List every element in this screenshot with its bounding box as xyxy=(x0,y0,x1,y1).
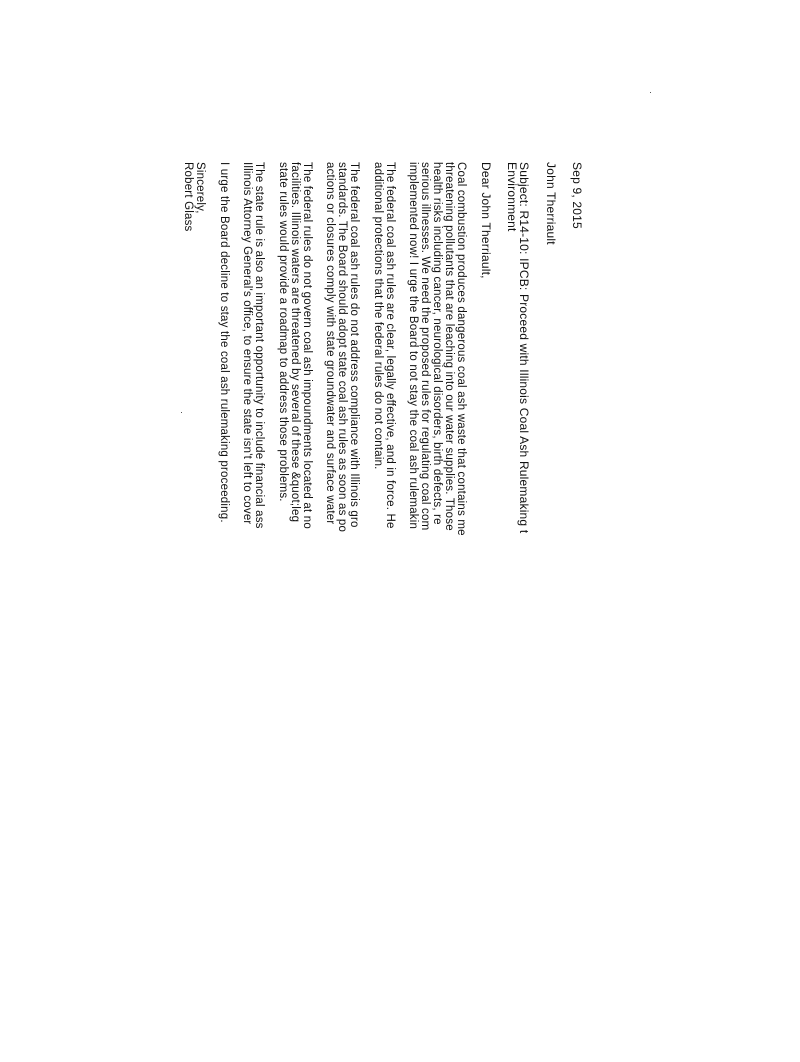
paragraph-1 xyxy=(407,162,466,1062)
paragraph-line: The federal coal ash rules are clear, legally effective, and in force. He xyxy=(383,162,396,529)
paragraph-line: I urge the Board decline to stay the coal ash rulemaking proceeding. xyxy=(217,162,230,523)
letter-subject xyxy=(505,162,530,1062)
paragraph-line: The federal coal ash rules do not address compliance with Illinois gro xyxy=(348,162,361,528)
subject-line: Environment xyxy=(504,162,519,232)
paragraph-line: threatening pollutants that are leaching into our water supplies. Those xyxy=(442,162,455,531)
paragraph-5 xyxy=(241,162,265,1062)
paragraph-line: The federal rules do not govern coal ash impoundments located at no xyxy=(300,162,313,529)
subject-line: Subject: R14-10: IPCB: Proceed with Illinois Coal Ash Rulemaking t xyxy=(517,162,532,534)
paragraph-line: The state rule is also an important opportunity to include financial ass xyxy=(253,162,266,529)
scan-speck xyxy=(181,412,182,413)
paragraph-line: facilities. Illinois waters are threatened by several of these &quot;leg xyxy=(288,162,301,523)
paragraph-4 xyxy=(276,162,311,1062)
paragraph-6 xyxy=(217,162,229,1062)
scan-speck xyxy=(650,92,651,93)
letter-salutation: Dear John Therriault, xyxy=(479,162,494,279)
letter-recipient: John Therriault xyxy=(544,162,559,245)
paragraph-line: Coal combustion produces dangerous coal ash waste that contains me xyxy=(454,162,467,536)
paragraph-2 xyxy=(371,162,395,1062)
letter-signature: Robert Glass xyxy=(182,162,195,232)
rotated-letter xyxy=(182,162,584,1062)
paragraph-line: additional protections that the federal rules do not contain. xyxy=(371,162,384,470)
paragraph-3 xyxy=(324,162,359,1062)
paragraph-line: standards. The Board should adopt state coal ash rules as soon as po xyxy=(336,162,349,533)
paragraph-line: serious illnesses. We need the proposed rules for regulating coal com xyxy=(419,162,432,531)
paragraph-line: Illinois Attorney General's office, to ensure the state isn't left to cover xyxy=(241,162,254,525)
paragraph-line: state rules would provide a roadmap to address those problems. xyxy=(277,162,290,502)
letter-date: Sep 9, 2015 xyxy=(570,162,584,229)
paragraph-line: implemented now! I urge the Board to not stay the coal ash rulemakin xyxy=(407,162,420,530)
paragraph-line: actions or closures comply with state groundwater and surface water xyxy=(324,162,337,525)
paragraph-line: health risks including cancer, neurological disorders, birth defects, re xyxy=(431,162,444,525)
letter-closing: Sincerely, xyxy=(193,162,206,214)
